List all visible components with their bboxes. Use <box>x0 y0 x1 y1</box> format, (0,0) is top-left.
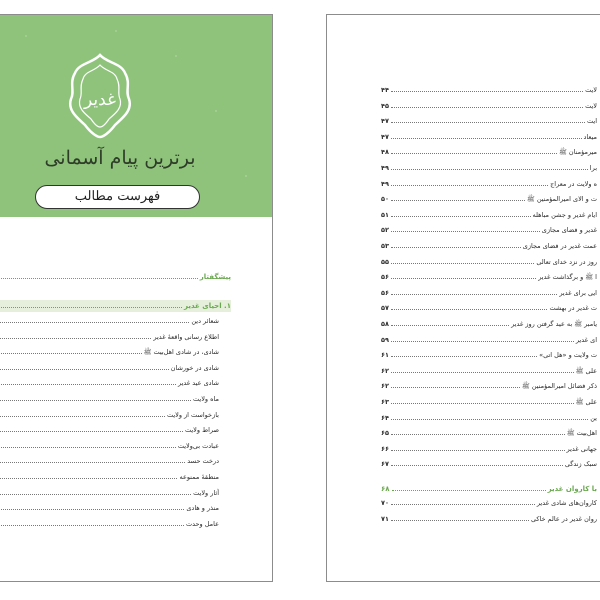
toc-row-title: ای غدیر <box>575 335 597 344</box>
toc-row-title: علی ﷺ <box>575 366 597 375</box>
toc-row-title: یامبر ﷺ به عید گرفتن روز غدیر <box>511 320 597 328</box>
toc-row[interactable] <box>0 331 219 343</box>
toc-row[interactable] <box>0 346 219 358</box>
toc-row[interactable] <box>381 380 597 392</box>
toc-row-page: ۵۲ <box>381 226 389 235</box>
toc-row[interactable] <box>381 349 597 361</box>
toc-row-title: روان غدیر در عالم خاکی <box>530 514 597 523</box>
toc-row-page: ۵۳ <box>381 242 389 250</box>
toc-row-page: ۵۸ <box>381 320 389 328</box>
toc-row-page: ۶۲ <box>381 382 389 391</box>
toc-row-page: ۵۱ <box>381 210 389 219</box>
toc-row[interactable] <box>0 487 219 499</box>
toc-row[interactable] <box>381 287 597 299</box>
toc-row-title: ماه ولایت <box>193 395 219 403</box>
toc-row-page: ۶۲ <box>381 366 389 375</box>
emblem-text: غدیر <box>84 90 116 110</box>
toc-row-page: ۴۸ <box>381 148 389 157</box>
toc-row[interactable] <box>0 424 219 436</box>
toc-row[interactable] <box>381 302 597 314</box>
toc-row-title: ین <box>590 413 597 422</box>
toc-row[interactable] <box>0 471 219 483</box>
toc-row-title: بازخواست از ولایت <box>166 410 219 419</box>
toc-row-page: ۴۹ <box>381 164 389 172</box>
toc-row-title: اهل‌بیت ﷺ <box>566 429 597 438</box>
toc-row-page: ۴۷ <box>381 132 389 141</box>
toc-row[interactable] <box>381 365 597 377</box>
toc-row-page: ۷۱ <box>381 514 389 523</box>
toc-row[interactable] <box>0 518 219 530</box>
toc-row[interactable] <box>0 440 219 452</box>
intro-label: پیشگفتار <box>199 273 231 281</box>
toc-row[interactable] <box>381 146 597 158</box>
toc-row-page: ۵۶ <box>381 288 389 297</box>
toc-left-page <box>0 14 273 582</box>
toc-row-title: میعاد <box>583 132 597 141</box>
toc-row-page: ۶۳ <box>381 398 389 406</box>
toc-row-title: عمت غدیر در فضای مجازی <box>522 242 597 250</box>
toc-row-title: ذکر فضائل امیرالمؤمنین ﷺ <box>521 382 597 391</box>
toc-row-title: علی ﷺ <box>575 398 597 406</box>
toc-row-page: ۷۰ <box>381 499 389 507</box>
toc-row-title: کاروان‌های شادی غدیر <box>536 499 597 507</box>
toc-row-title: صراط ولایت <box>184 426 219 435</box>
toc-row[interactable] <box>381 334 597 346</box>
toc-banner <box>0 15 272 217</box>
book-title: برترین پیام آسمانی <box>44 147 196 169</box>
toc-row-title: لایت <box>585 101 597 110</box>
toc-row-title: ت و الای امیرالمؤمنین ﷺ <box>526 195 597 204</box>
toc-row[interactable] <box>381 412 597 424</box>
toc-row-title: آثار ولایت <box>193 488 219 497</box>
toc-row-title: درخت حسد <box>187 457 219 466</box>
toc-row-page: ۴۹ <box>381 179 389 188</box>
toc-row[interactable] <box>381 115 597 127</box>
toc-row-page: ۴۷ <box>381 117 389 126</box>
toc-row[interactable] <box>0 409 219 421</box>
toc-row-title: شادی عید غدیر <box>178 379 219 388</box>
toc-row-title: منطقهٔ ممنوعه <box>179 473 219 481</box>
toc-row-page: ۶۷ <box>381 460 389 469</box>
toc-chapter-row[interactable] <box>381 483 597 495</box>
toc-row-title: عبادت بی‌ولایت <box>177 441 219 450</box>
toc-row[interactable] <box>0 393 219 405</box>
toc-row[interactable] <box>381 427 597 439</box>
toc-row-title: سبک زندگی <box>564 460 597 469</box>
toc-chapter-1-row[interactable] <box>0 300 231 312</box>
chapter-label: با کاروان غدیر <box>547 485 597 493</box>
toc-row-title: ت ولایت و «هل اتی» <box>539 351 597 360</box>
toc-row[interactable] <box>381 209 597 221</box>
toc-row-page: ۵۶ <box>381 273 389 282</box>
toc-row-page: ۵۹ <box>381 335 389 344</box>
toc-row[interactable] <box>0 455 219 467</box>
toc-row[interactable] <box>381 396 597 408</box>
toc-row-page: ۴۵ <box>381 101 389 110</box>
toc-row-page: ۶۱ <box>381 351 389 360</box>
toc-row[interactable] <box>381 318 597 330</box>
toc-intro-row[interactable] <box>0 271 231 283</box>
toc-row-title: جهانی غدیر <box>566 444 597 453</box>
toc-row-title: شادی، در شادی اهل‌بیت ﷺ <box>143 348 219 357</box>
toc-row[interactable] <box>0 377 219 389</box>
toc-row-title: ت غدیر در بهشت <box>549 304 597 313</box>
toc-row[interactable] <box>0 502 219 514</box>
toc-row-title: ایی برای غدیر <box>559 288 597 297</box>
toc-row-page: ۵۷ <box>381 304 389 313</box>
toc-heading: فهرست مطالب <box>35 185 200 209</box>
toc-row-page: ۵۰ <box>381 195 389 204</box>
toc-row-title: اطلاع رسانی واقعهٔ غدیر <box>153 332 219 341</box>
toc-row-page: ۶۴ <box>381 413 389 422</box>
toc-row-title: عامل وحدت <box>185 519 219 528</box>
toc-row-page: ۶۶ <box>381 444 389 453</box>
toc-row-title: ا ﷺ و برگذاشت غدیر <box>538 273 597 282</box>
toc-row[interactable] <box>0 362 219 374</box>
toc-row[interactable] <box>381 100 597 112</box>
toc-row-title: ه ولایت در معراج <box>550 179 597 188</box>
toc-row-title: ایت <box>587 117 597 126</box>
toc-row[interactable] <box>381 84 597 96</box>
toc-row[interactable] <box>381 271 597 283</box>
toc-row[interactable] <box>381 240 597 252</box>
toc-row[interactable] <box>381 193 597 205</box>
toc-row-page: ۵۵ <box>381 257 389 266</box>
toc-row[interactable] <box>0 315 219 327</box>
toc-row-title: روز در نزد خدای تعالی <box>536 257 597 266</box>
toc-row-title: منذر و هادی <box>186 504 219 513</box>
toc-row-page: ۴۴ <box>381 86 389 94</box>
toc-row[interactable] <box>381 513 597 525</box>
toc-row-title: شادی در خورشان <box>170 363 219 372</box>
toc-right-page <box>326 14 600 582</box>
toc-row-title: شعائر دین <box>191 317 219 325</box>
chapter-page: ۶۸ <box>381 485 390 493</box>
toc-row[interactable] <box>381 178 597 190</box>
toc-row[interactable] <box>381 131 597 143</box>
toc-row-title: برا <box>589 164 597 172</box>
toc-row[interactable] <box>381 256 597 268</box>
chapter-1-label: ۱. احیای غدیر <box>184 302 231 310</box>
toc-row-page: ۶۵ <box>381 429 389 438</box>
toc-row-title: لایت <box>585 86 597 94</box>
ghadir-emblem-icon <box>65 53 135 139</box>
toc-row[interactable] <box>381 443 597 455</box>
toc-row[interactable] <box>381 224 597 236</box>
toc-row[interactable] <box>381 162 597 174</box>
toc-row-title: ایام غدیر و جشن مباهله <box>532 210 597 219</box>
toc-row-title: غدیر و فضای مجازی <box>541 226 597 235</box>
toc-row-title: میرمؤمنان ﷺ <box>559 148 597 157</box>
toc-row[interactable] <box>381 458 597 470</box>
toc-row[interactable] <box>381 497 597 509</box>
